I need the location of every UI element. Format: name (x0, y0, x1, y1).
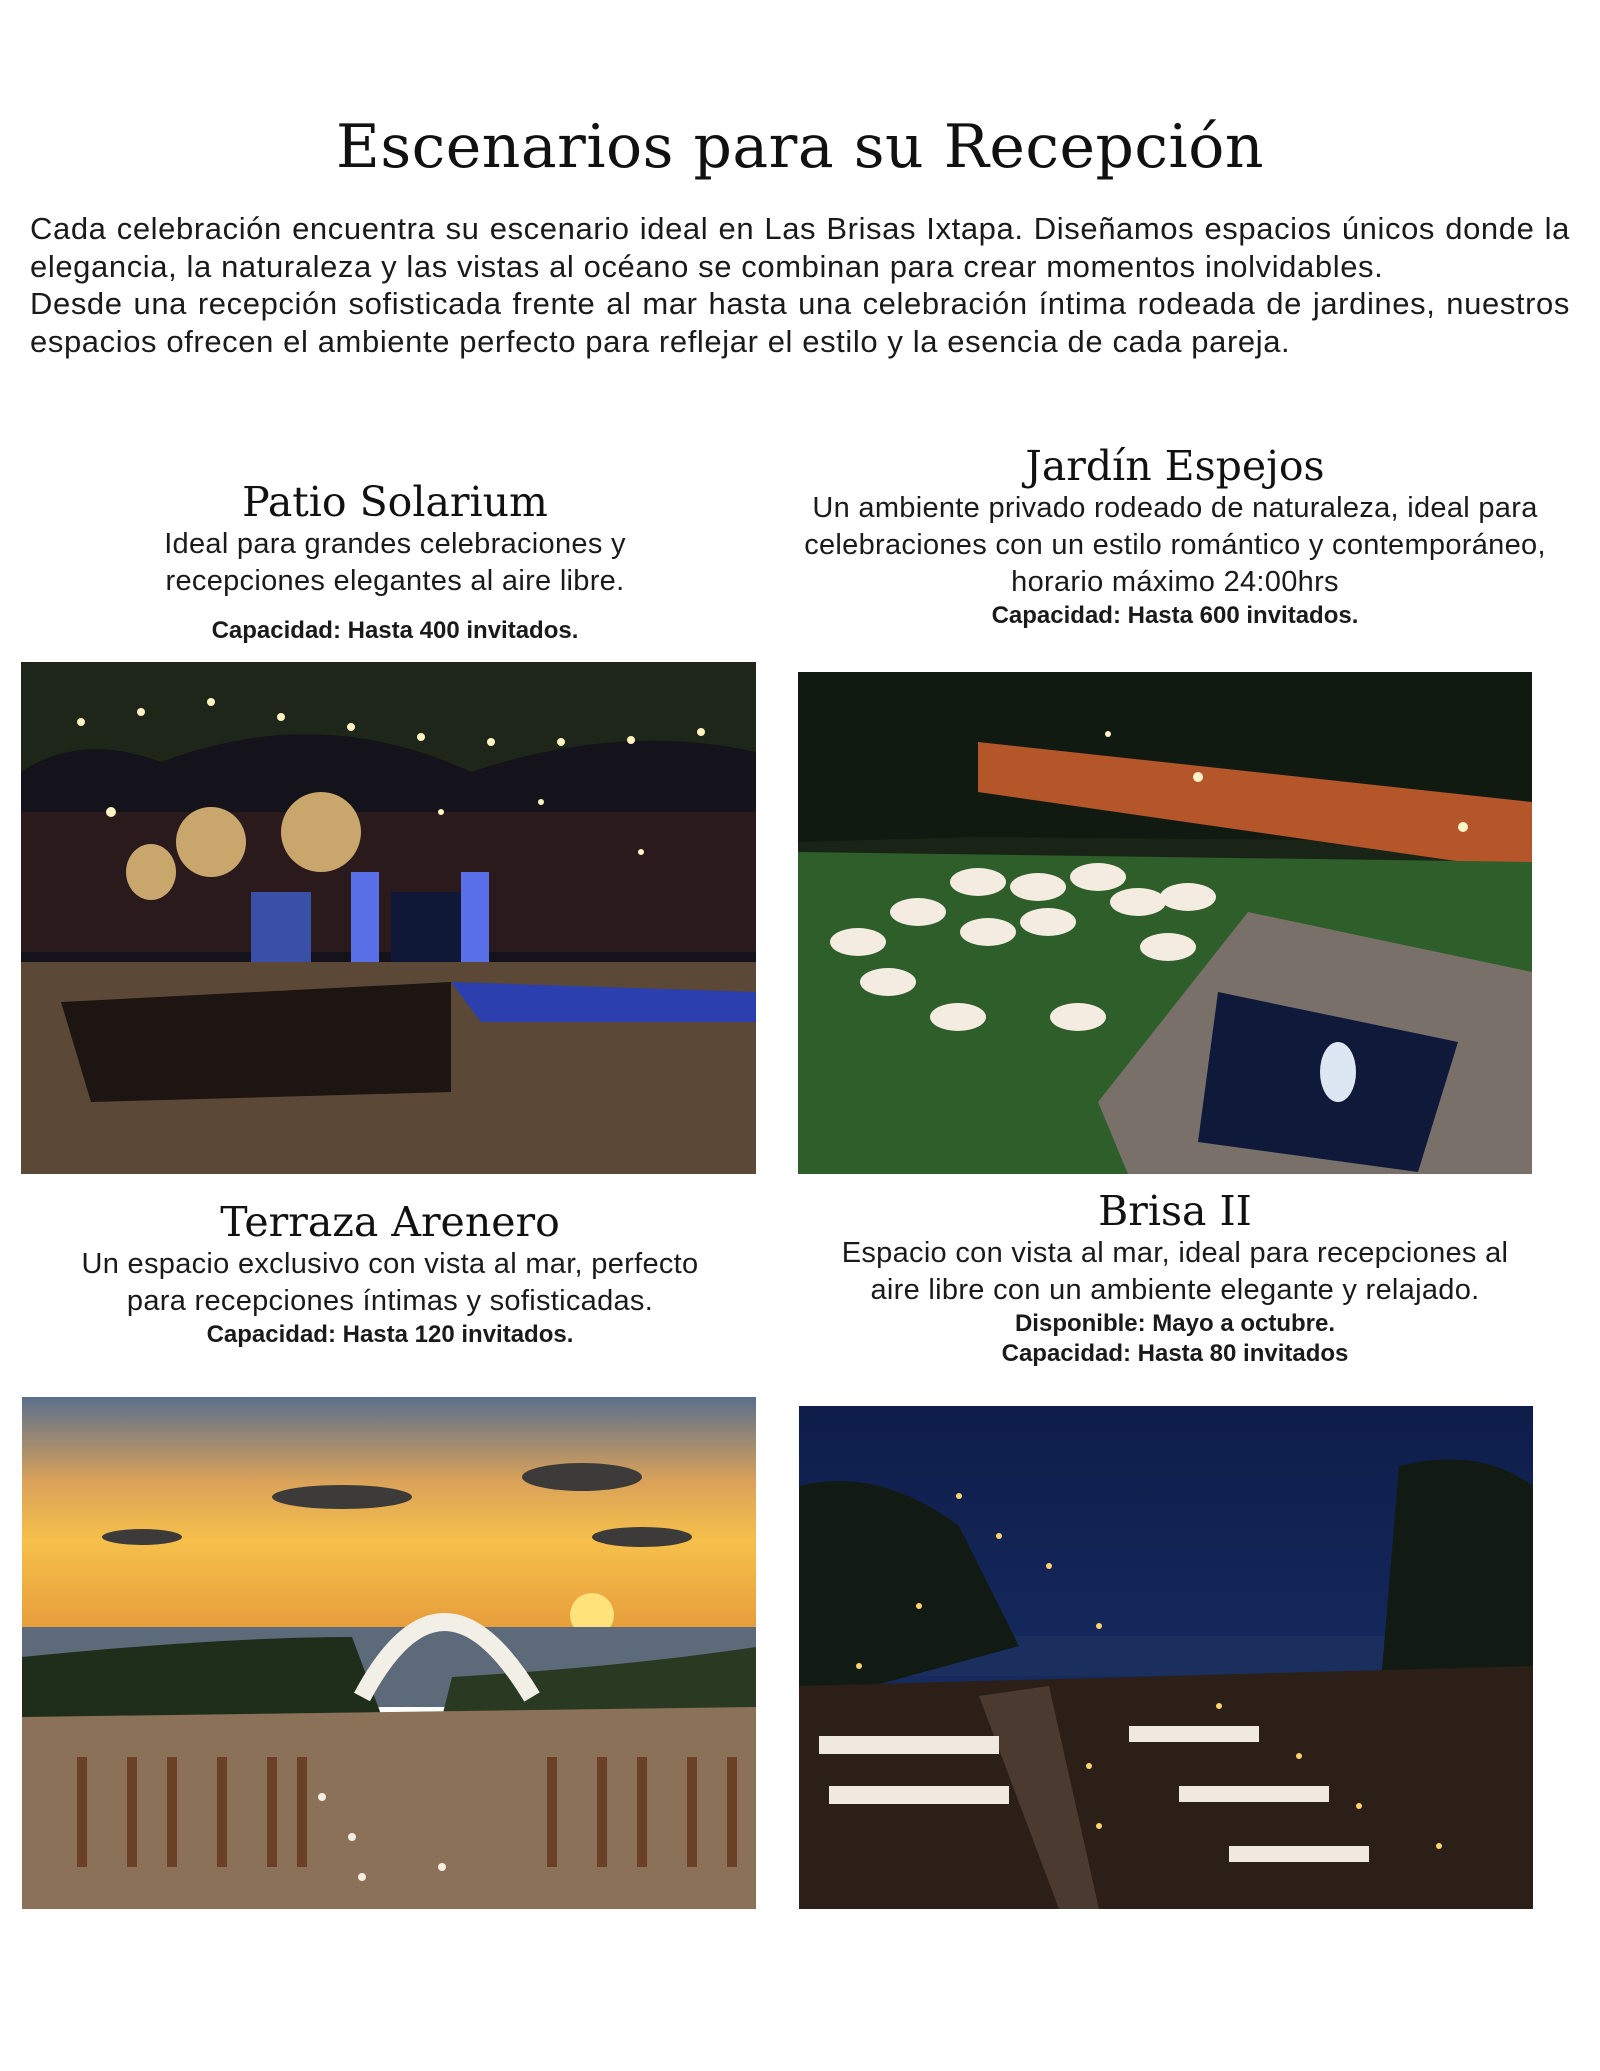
venue-brisa-ii (815, 1187, 1535, 1369)
venue-description: Ideal para grandes celebraciones y recepciones elegantes al aire libre. (164, 528, 626, 597)
night-patio-dance-floor-photo (21, 662, 756, 1174)
night-garden-fountain-photo (798, 672, 1532, 1174)
venue-name: Patio Solarium (242, 478, 548, 526)
venue-capacity: Capacidad: Hasta 400 invitados. (211, 617, 579, 644)
venue-description: Un ambiente privado rodeado de naturaleza, ideal para celebraciones con un estilo romántico y contemporáneo, horario máximo 24:00hrs (804, 492, 1546, 598)
venue-name: Brisa II (1098, 1187, 1252, 1235)
page-title: Escenarios para su Recepción (336, 112, 1264, 183)
venue-description: Espacio con vista al mar, ideal para recepciones al aire libre con un ambiente elegante y relajado. (841, 1237, 1509, 1306)
intro-paragraph-2: Desde una recepción sofisticada frente al mar hasta una celebración íntima rodeada de jardines, nuestros espacios ofrecen el ambiente perfecto para reflejar el estilo y la esencia de cada pareja. (30, 286, 1570, 359)
venue-name: Terraza Arenero (220, 1198, 560, 1246)
venue-terraza-arenero (70, 1198, 710, 1350)
venue-name: Jardín Espejos (1025, 442, 1325, 490)
venue-capacity: Capacidad: Hasta 600 invitados. (991, 602, 1359, 629)
venue-capacity: Capacidad: Hasta 80 invitados (1001, 1340, 1349, 1367)
venue-jardin-espejos (795, 442, 1555, 631)
intro-text (30, 210, 1570, 360)
intro-paragraph-1: Cada celebración encuentra su escenario ideal en Las Brisas Ixtapa. Diseñamos espacios únicos donde la elegancia, la naturaleza y las vistas al océano se combinan para crear momentos inolvidables. (30, 211, 1570, 284)
sunset-terrace-arch-photo (22, 1397, 756, 1909)
venue-description: Un espacio exclusivo con vista al mar, perfecto para recepciones íntimas y sofisticadas. (81, 1248, 699, 1317)
venue-capacity: Capacidad: Hasta 120 invitados. (206, 1321, 574, 1348)
night-beach-dinner-photo (799, 1406, 1533, 1909)
venue-patio-solarium (90, 478, 700, 646)
venue-availability: Disponible: Mayo a octubre. (1014, 1310, 1336, 1337)
